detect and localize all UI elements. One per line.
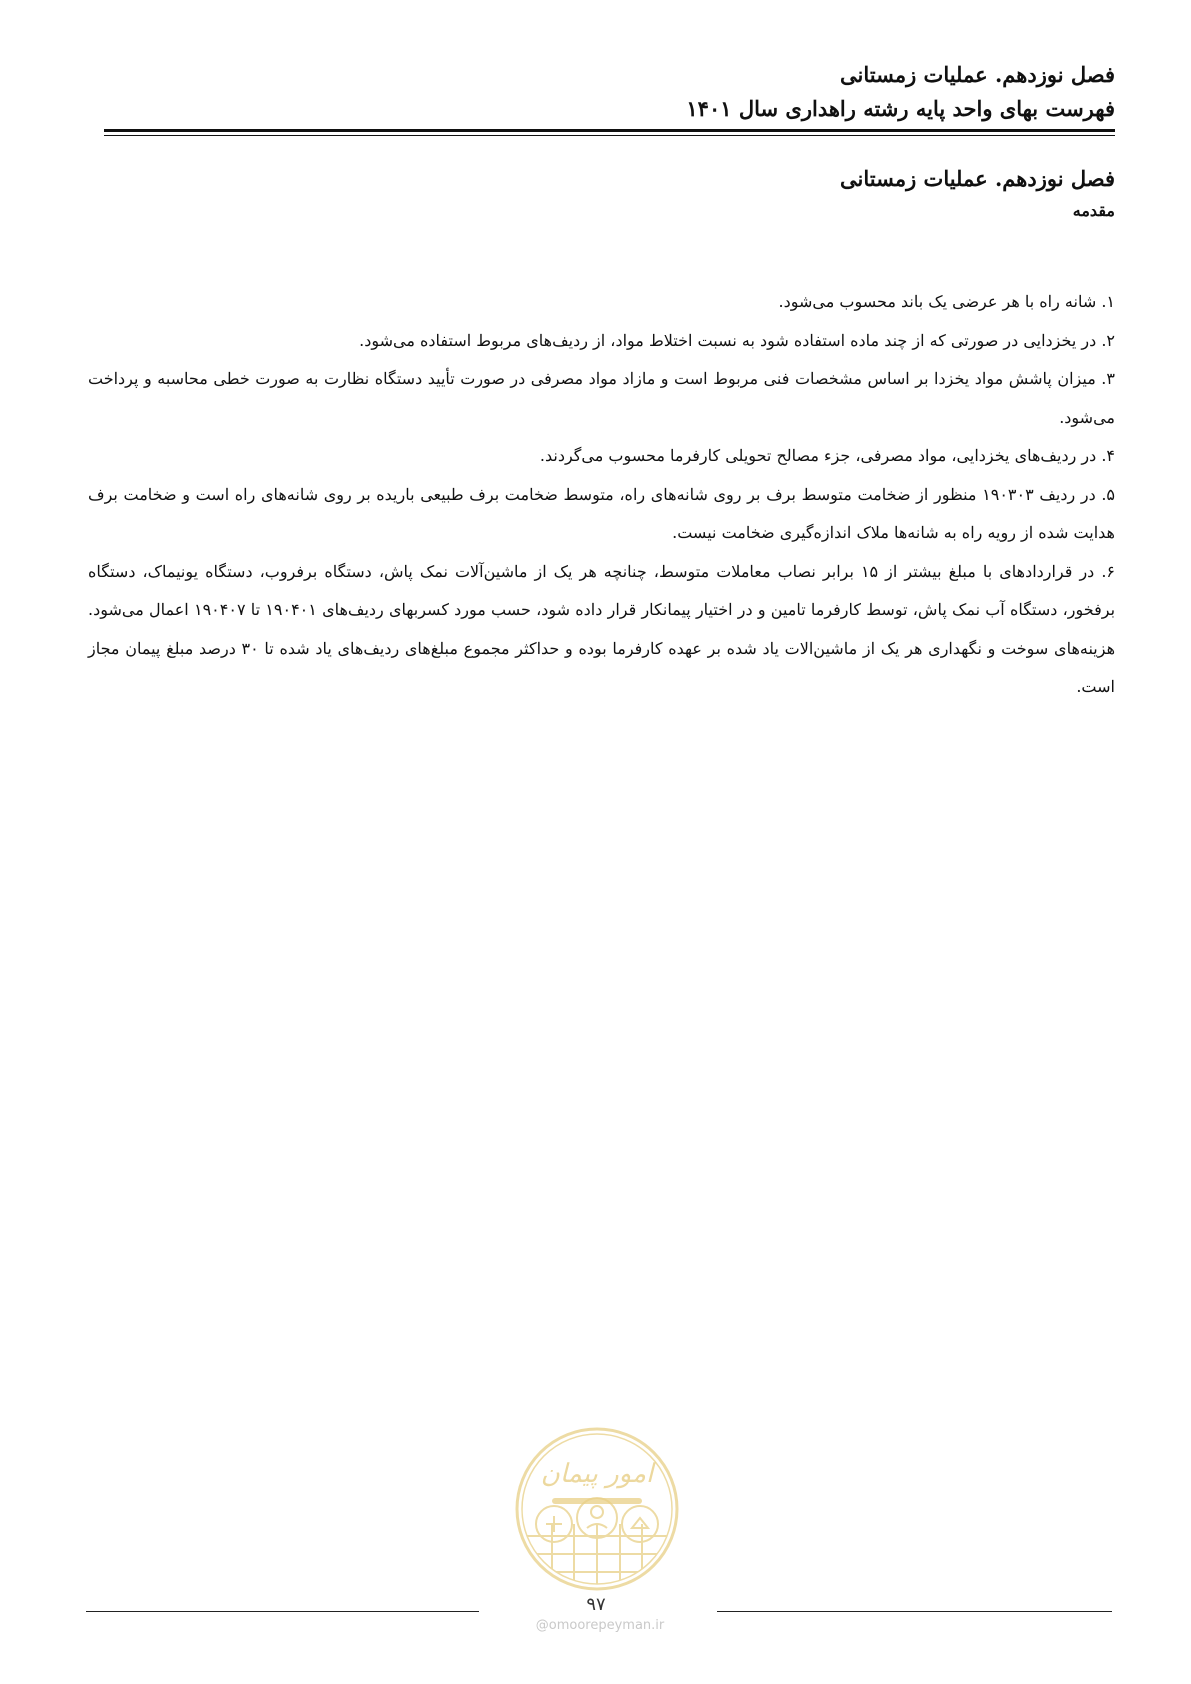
running-header: [104, 58, 1115, 126]
note-item-6: ۶. در قراردادهای با مبلغ بیشتر از ۱۵ برابر نصاب معاملات متوسط، چنانچه هر یک از ماشین‌آلات نمک پاش، دستگاه برفروب، دستگاه یونیماک، دستگاه برفخور، دستگاه آب نمک پاش، توسط کارفرما تامین و در اختیار پیمانکار قرار داده شود، حسب مورد کسربهای ردیف‌های ۱۹۰۴۰۱ تا ۱۹۰۴۰۷ اعمال می‌شود. هزینه‌های سوخت و نگهداری هر یک از ماشین‌الات یاد شده بر عهده کارفرما بوده و حداکثر مجموع مبلغ‌های ردیف‌های یاد شده تا ۳۰ درصد مبلغ پیمان مجاز است.: [88, 561, 1116, 696]
section-subtitle: مقدمه: [1072, 201, 1115, 220]
note-item-1: ۱. شانه راه با هر عرضی یک باند محسوب می‌شود.: [778, 292, 1115, 311]
numbered-notes: [88, 283, 1115, 707]
section-heading: [88, 162, 1115, 226]
footer-rule-left: [86, 1611, 479, 1612]
section-title: فصل نوزدهم. عملیات زمستانی: [840, 166, 1115, 191]
note-item-3: ۳. میزان پاشش مواد یخزدا بر اساس مشخصات فنی مربوط است و مازاد مواد مصرفی در صورت تأیید دستگاه نظارت به صورت خطی محاسبه و پرداخت می‌شود.: [88, 369, 1115, 427]
footer-rule-right: [717, 1611, 1112, 1612]
note-item-4: ۴. در ردیف‌های یخزدایی، مواد مصرفی، جزء مصالح تحویلی کارفرما محسوب می‌گردند.: [539, 446, 1115, 465]
header-list-title: فهرست بهای واحد پایه رشته راهداری سال ۱۴۰۱: [686, 96, 1115, 121]
page-number: ۹۷: [586, 1594, 606, 1615]
omoore-peyman-seal-icon: [512, 1424, 682, 1594]
note-item-5: ۵. در ردیف ۱۹۰۳۰۳ منظور از ضخامت متوسط برف بر روی شانه‌های راه، متوسط ضخامت برف طبیعی باریده بر روی شانه‌های راه است و ضخامت برف هدایت شده از رویه راه به شانه‌ها ملاک اندازه‌گیری ضخامت نیست.: [88, 484, 1116, 542]
watermark-text: امور پیمان: [540, 1459, 654, 1489]
note-item-2: ۲. در یخزدایی در صورتی که از چند ماده استفاده شود به نسبت اختلاط مواد، از ردیف‌های مربوط استفاده می‌شود.: [359, 330, 1115, 350]
site-watermark: @omoorepeyman.ir: [535, 1618, 665, 1633]
header-chapter-line: فصل نوزدهم. عملیات زمستانی: [840, 62, 1115, 87]
header-rule-thin: [104, 135, 1115, 136]
header-rule-thick: [104, 129, 1115, 132]
